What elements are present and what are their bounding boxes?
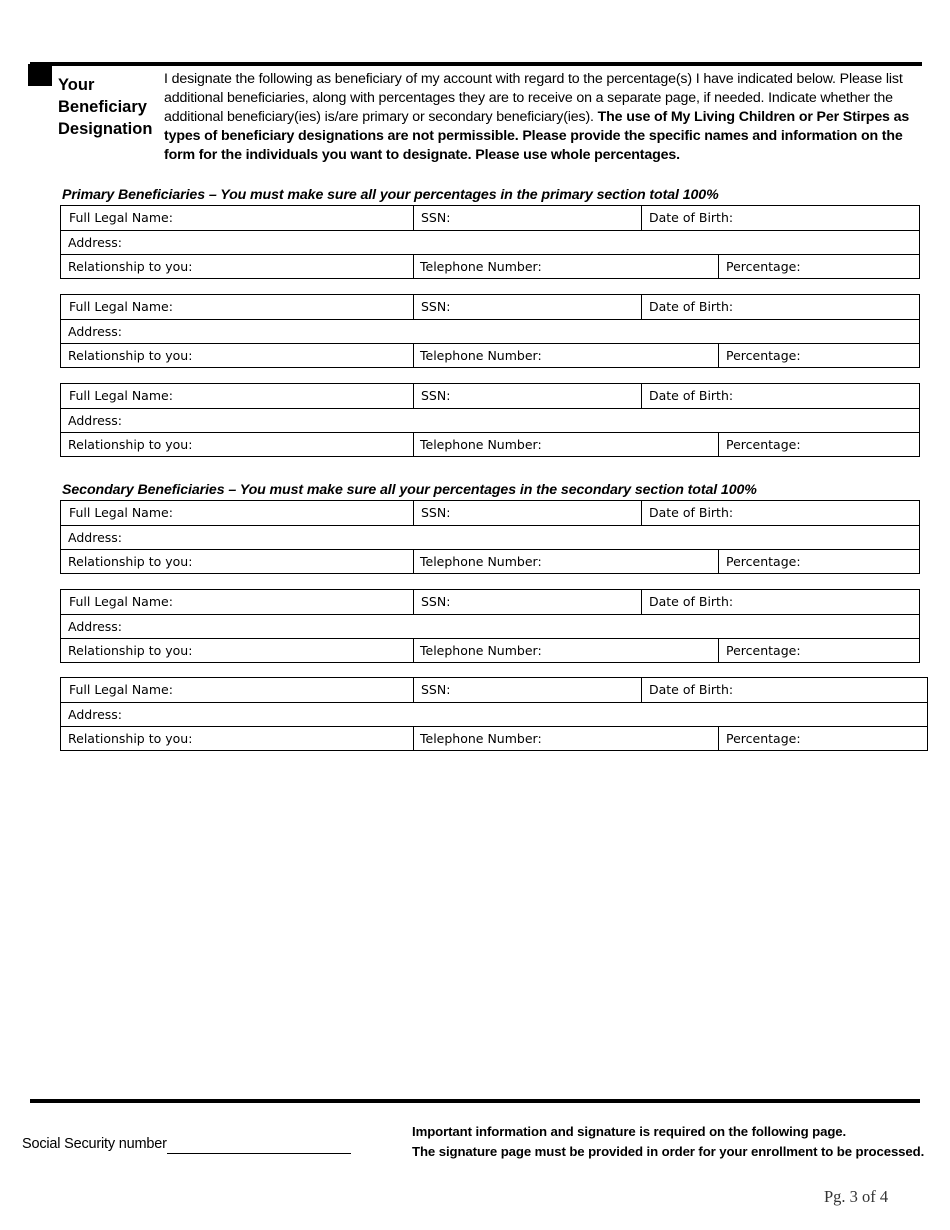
name-row <box>61 295 919 319</box>
notice-line: The signature page must be provided in order for your enrollment to be processed. <box>412 1144 925 1159</box>
ssn-input-line[interactable] <box>167 1153 351 1154</box>
ssn-field[interactable] <box>421 295 641 318</box>
section-title-line: Designation <box>58 120 153 138</box>
telephone-label: Telephone Number: <box>420 437 542 452</box>
cell-divider <box>413 344 414 368</box>
secondary-beneficiary-entry <box>60 500 920 574</box>
relationship-label: Relationship to you: <box>68 554 193 569</box>
cell-divider <box>413 678 414 702</box>
percentage-field[interactable] <box>726 433 916 456</box>
telephone-field[interactable] <box>420 344 710 367</box>
relationship-row <box>61 254 919 278</box>
address-field[interactable] <box>68 231 908 254</box>
full-legal-name-field[interactable] <box>69 501 409 524</box>
full-legal-name-label: Full Legal Name: <box>69 505 173 520</box>
name-row <box>61 501 919 525</box>
relationship-field[interactable] <box>68 433 408 456</box>
date-of-birth-label: Date of Birth: <box>649 299 734 314</box>
ssn-label: SSN: <box>421 388 451 403</box>
cell-divider <box>413 590 414 614</box>
name-row <box>61 678 927 702</box>
relationship-label: Relationship to you: <box>68 731 193 746</box>
cell-divider <box>641 384 642 408</box>
ssn-label: Social Security number <box>22 1136 167 1152</box>
full-legal-name-label: Full Legal Name: <box>69 682 173 697</box>
address-label: Address: <box>68 235 122 250</box>
full-legal-name-field[interactable] <box>69 206 409 229</box>
ssn-label: SSN: <box>421 210 451 225</box>
address-label: Address: <box>68 707 122 722</box>
cell-divider <box>413 727 414 751</box>
address-label: Address: <box>68 530 122 545</box>
cell-divider <box>718 550 719 574</box>
cell-divider <box>413 295 414 319</box>
cell-divider <box>718 344 719 368</box>
cell-divider <box>718 255 719 279</box>
relationship-label: Relationship to you: <box>68 348 193 363</box>
telephone-field[interactable] <box>420 550 710 573</box>
telephone-label: Telephone Number: <box>420 348 542 363</box>
name-row <box>61 206 919 230</box>
relationship-label: Relationship to you: <box>68 643 193 658</box>
percentage-label: Percentage: <box>726 348 801 363</box>
ssn-field[interactable] <box>421 678 641 701</box>
address-row <box>61 230 919 254</box>
full-legal-name-label: Full Legal Name: <box>69 594 173 609</box>
ssn-label: SSN: <box>421 594 451 609</box>
address-row <box>61 702 927 726</box>
address-row <box>61 525 919 549</box>
cell-divider <box>413 550 414 574</box>
bottom-rule <box>30 1099 920 1103</box>
date-of-birth-label: Date of Birth: <box>649 388 734 403</box>
address-row <box>61 408 919 432</box>
percentage-field[interactable] <box>726 550 916 573</box>
cell-divider <box>641 590 642 614</box>
cell-divider <box>641 678 642 702</box>
percentage-label: Percentage: <box>726 643 801 658</box>
address-row <box>61 614 919 638</box>
date-of-birth-field[interactable] <box>649 590 909 613</box>
cell-divider <box>641 501 642 525</box>
date-of-birth-label: Date of Birth: <box>649 594 734 609</box>
cell-divider <box>718 433 719 457</box>
telephone-label: Telephone Number: <box>420 643 542 658</box>
relationship-row <box>61 638 919 662</box>
date-of-birth-label: Date of Birth: <box>649 682 734 697</box>
cell-divider <box>413 206 414 230</box>
relationship-label: Relationship to you: <box>68 437 193 452</box>
address-field[interactable] <box>68 703 908 726</box>
section-title-line: Beneficiary <box>58 98 147 116</box>
relationship-row <box>61 432 919 456</box>
address-field[interactable] <box>68 409 908 432</box>
address-label: Address: <box>68 619 122 634</box>
address-row <box>61 319 919 343</box>
telephone-label: Telephone Number: <box>420 259 542 274</box>
notice-line: Important information and signature is required on the following page. <box>412 1124 847 1139</box>
relationship-row <box>61 549 919 573</box>
ssn-field[interactable] <box>421 206 641 229</box>
full-legal-name-field[interactable] <box>69 678 409 701</box>
full-legal-name-field[interactable] <box>69 295 409 318</box>
primary-beneficiary-entry <box>60 383 920 457</box>
relationship-field[interactable] <box>68 639 408 662</box>
page-number: Pg. 3 of 4 <box>824 1187 889 1206</box>
percentage-label: Percentage: <box>726 437 801 452</box>
ssn-label: SSN: <box>421 682 451 697</box>
percentage-field[interactable] <box>726 255 916 278</box>
intro-bold-text: The use of My Living Children or Per Stirpes as types of beneficiary designations are not permissible. Please provide the specific names and information on the form for the individuals you want to designate. Please use whole percentages. <box>164 109 910 163</box>
percentage-label: Percentage: <box>726 731 801 746</box>
date-of-birth-label: Date of Birth: <box>649 210 734 225</box>
address-field[interactable] <box>68 526 908 549</box>
telephone-field[interactable] <box>420 433 710 456</box>
relationship-field[interactable] <box>68 344 408 367</box>
date-of-birth-label: Date of Birth: <box>649 505 734 520</box>
cell-divider <box>413 433 414 457</box>
cell-divider <box>641 206 642 230</box>
address-label: Address: <box>68 324 122 339</box>
address-field[interactable] <box>68 615 908 638</box>
section-marker <box>28 64 52 86</box>
full-legal-name-field[interactable] <box>69 384 409 407</box>
name-row <box>61 384 919 408</box>
cell-divider <box>413 384 414 408</box>
section-title <box>58 74 158 140</box>
secondary-beneficiary-entry <box>60 589 920 663</box>
percentage-label: Percentage: <box>726 554 801 569</box>
ssn-field[interactable] <box>421 384 641 407</box>
primary-beneficiary-entry <box>60 294 920 368</box>
relationship-field[interactable] <box>68 727 408 750</box>
relationship-row <box>61 343 919 367</box>
relationship-field[interactable] <box>68 550 408 573</box>
cell-divider <box>413 501 414 525</box>
date-of-birth-field[interactable] <box>649 501 909 524</box>
percentage-field[interactable] <box>726 727 916 750</box>
intro-regular-text: I designate the following as beneficiary of my account with regard to the percentage(s) I have indicated below. Please list additional beneficiaries, along with percentages they are to receive on a separate page, if needed. Indicate whether the additional beneficiary(ies) is/are primary or secondary beneficiary(ies). <box>164 71 903 125</box>
telephone-field[interactable] <box>420 639 710 662</box>
ssn-field[interactable] <box>421 590 641 613</box>
name-row <box>61 590 919 614</box>
telephone-field[interactable] <box>420 255 710 278</box>
telephone-label: Telephone Number: <box>420 554 542 569</box>
section-title-line: Your <box>58 76 95 94</box>
relationship-label: Relationship to you: <box>68 259 193 274</box>
cell-divider <box>413 255 414 279</box>
date-of-birth-field[interactable] <box>649 295 909 318</box>
full-legal-name-field[interactable] <box>69 590 409 613</box>
secondary-beneficiary-entry <box>60 677 928 751</box>
full-legal-name-label: Full Legal Name: <box>69 210 173 225</box>
primary-heading: Primary Beneficiaries – You must make sure all your percentages in the primary section total 100% <box>62 187 719 203</box>
percentage-field[interactable] <box>726 344 916 367</box>
relationship-field[interactable] <box>68 255 408 278</box>
percentage-field[interactable] <box>726 639 916 662</box>
primary-beneficiary-entry <box>60 205 920 279</box>
ssn-field[interactable] <box>421 501 641 524</box>
relationship-row <box>61 726 927 750</box>
date-of-birth-field[interactable] <box>649 384 909 407</box>
address-field[interactable] <box>68 320 908 343</box>
cell-divider <box>413 639 414 663</box>
secondary-heading: Secondary Beneficiaries – You must make sure all your percentages in the secondary section total 100% <box>62 482 757 498</box>
full-legal-name-label: Full Legal Name: <box>69 388 173 403</box>
top-rule <box>30 62 922 66</box>
telephone-label: Telephone Number: <box>420 731 542 746</box>
percentage-label: Percentage: <box>726 259 801 274</box>
ssn-label: SSN: <box>421 299 451 314</box>
intro-paragraph <box>164 70 914 165</box>
date-of-birth-field[interactable] <box>649 206 909 229</box>
cell-divider <box>718 727 719 751</box>
cell-divider <box>641 295 642 319</box>
address-label: Address: <box>68 413 122 428</box>
ssn-label: SSN: <box>421 505 451 520</box>
signature-notice <box>412 1122 924 1162</box>
telephone-field[interactable] <box>420 727 710 750</box>
full-legal-name-label: Full Legal Name: <box>69 299 173 314</box>
cell-divider <box>718 639 719 663</box>
date-of-birth-field[interactable] <box>649 678 909 701</box>
